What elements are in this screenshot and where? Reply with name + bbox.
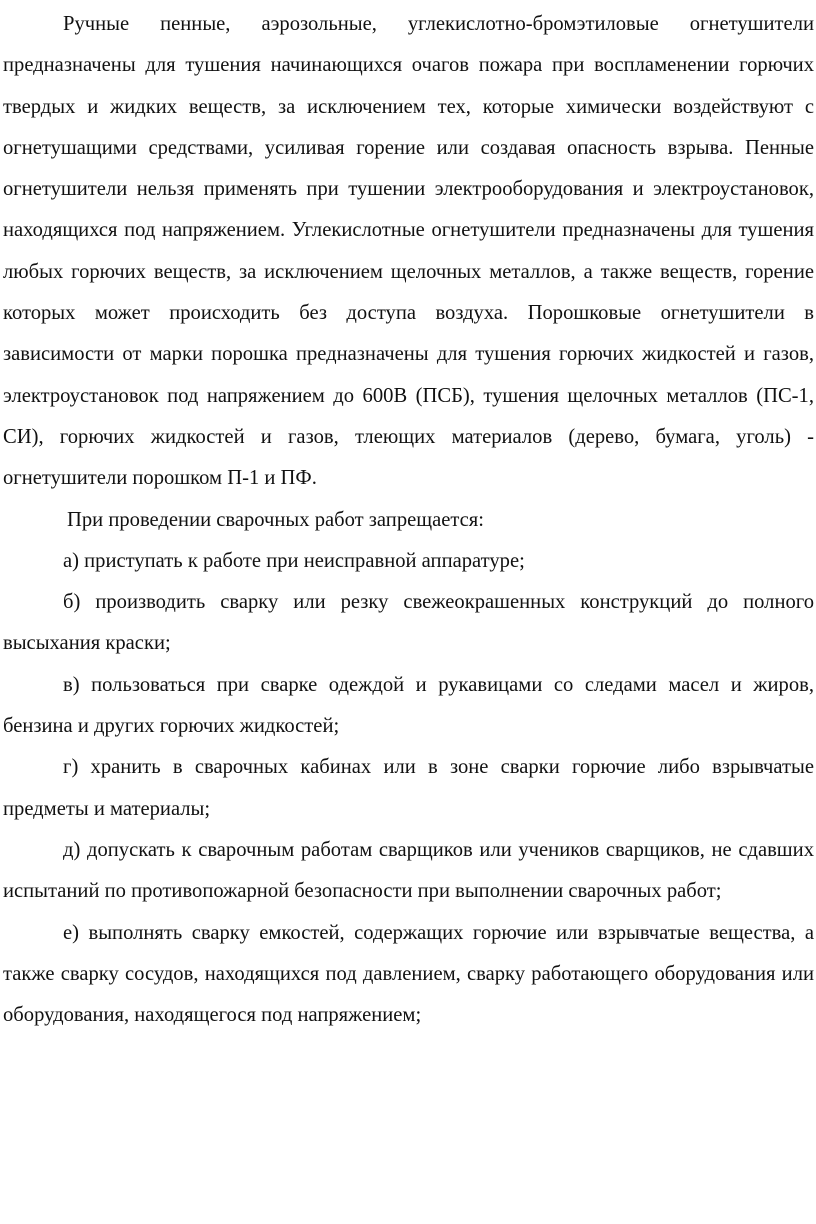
- document-page: [0, 4, 816, 1036]
- paragraph-welding-prohibitions-intro: При проведении сварочных работ запрещается:: [67, 508, 484, 531]
- list-item-a: а) приступать к работе при неисправной аппаратуре;: [63, 549, 525, 572]
- list-item-d: д) допускать к сварочным работам сварщиков или учеников сварщиков, не сдавших испытаний по противопожарной безопасности при выполнении сварочных работ;: [3, 838, 814, 903]
- list-item-e: е) выполнять сварку емкостей, содержащих горючие или взрывчатые вещества, а также сварку сосудов, находящихся под давлением, сварку работающего оборудования или оборудования, находящегося под напряжением;: [3, 921, 814, 1027]
- list-item-v: в) пользоваться при сварке одеждой и рукавицами со следами масел и жиров, бензина и других горючих жидкостей;: [3, 673, 814, 738]
- paragraph-extinguishers: Ручные пенные, аэрозольные, углекислотно-бромэтиловые огнетушители предназначены для тушения начинающихся очагов пожара при воспламенении горючих твердых и жидких веществ, за исключением тех, которые химически воздействуют с огнетушащими средствами, усиливая горение или создавая опасность взрыва. Пенные огнетушители нельзя применять при тушении электрооборудования и электроустановок, находящихся под напряжением. Углекислотные огнетушители предназначены для тушения любых горючих веществ, за исключением щелочных металлов, а также веществ, горение которых может происходить без доступа воздуха. Порошковые огнетушители в зависимости от марки порошка предназначены для тушения горючих жидкостей и газов, электроустановок под напряжением до 600В (ПСБ), тушения щелочных металлов (ПС-1, СИ), горючих жидкостей и газов, тлеющих материалов (дерево, бумага, уголь) - огнетушители порошком П-1 и ПФ.: [3, 13, 814, 490]
- list-item-g: г) хранить в сварочных кабинах или в зоне сварки горючие либо взрывчатые предметы и материалы;: [3, 756, 814, 820]
- list-item-b: б) производить сварку или резку свежеокрашенных конструкций до полного высыхания краски;: [3, 591, 814, 655]
